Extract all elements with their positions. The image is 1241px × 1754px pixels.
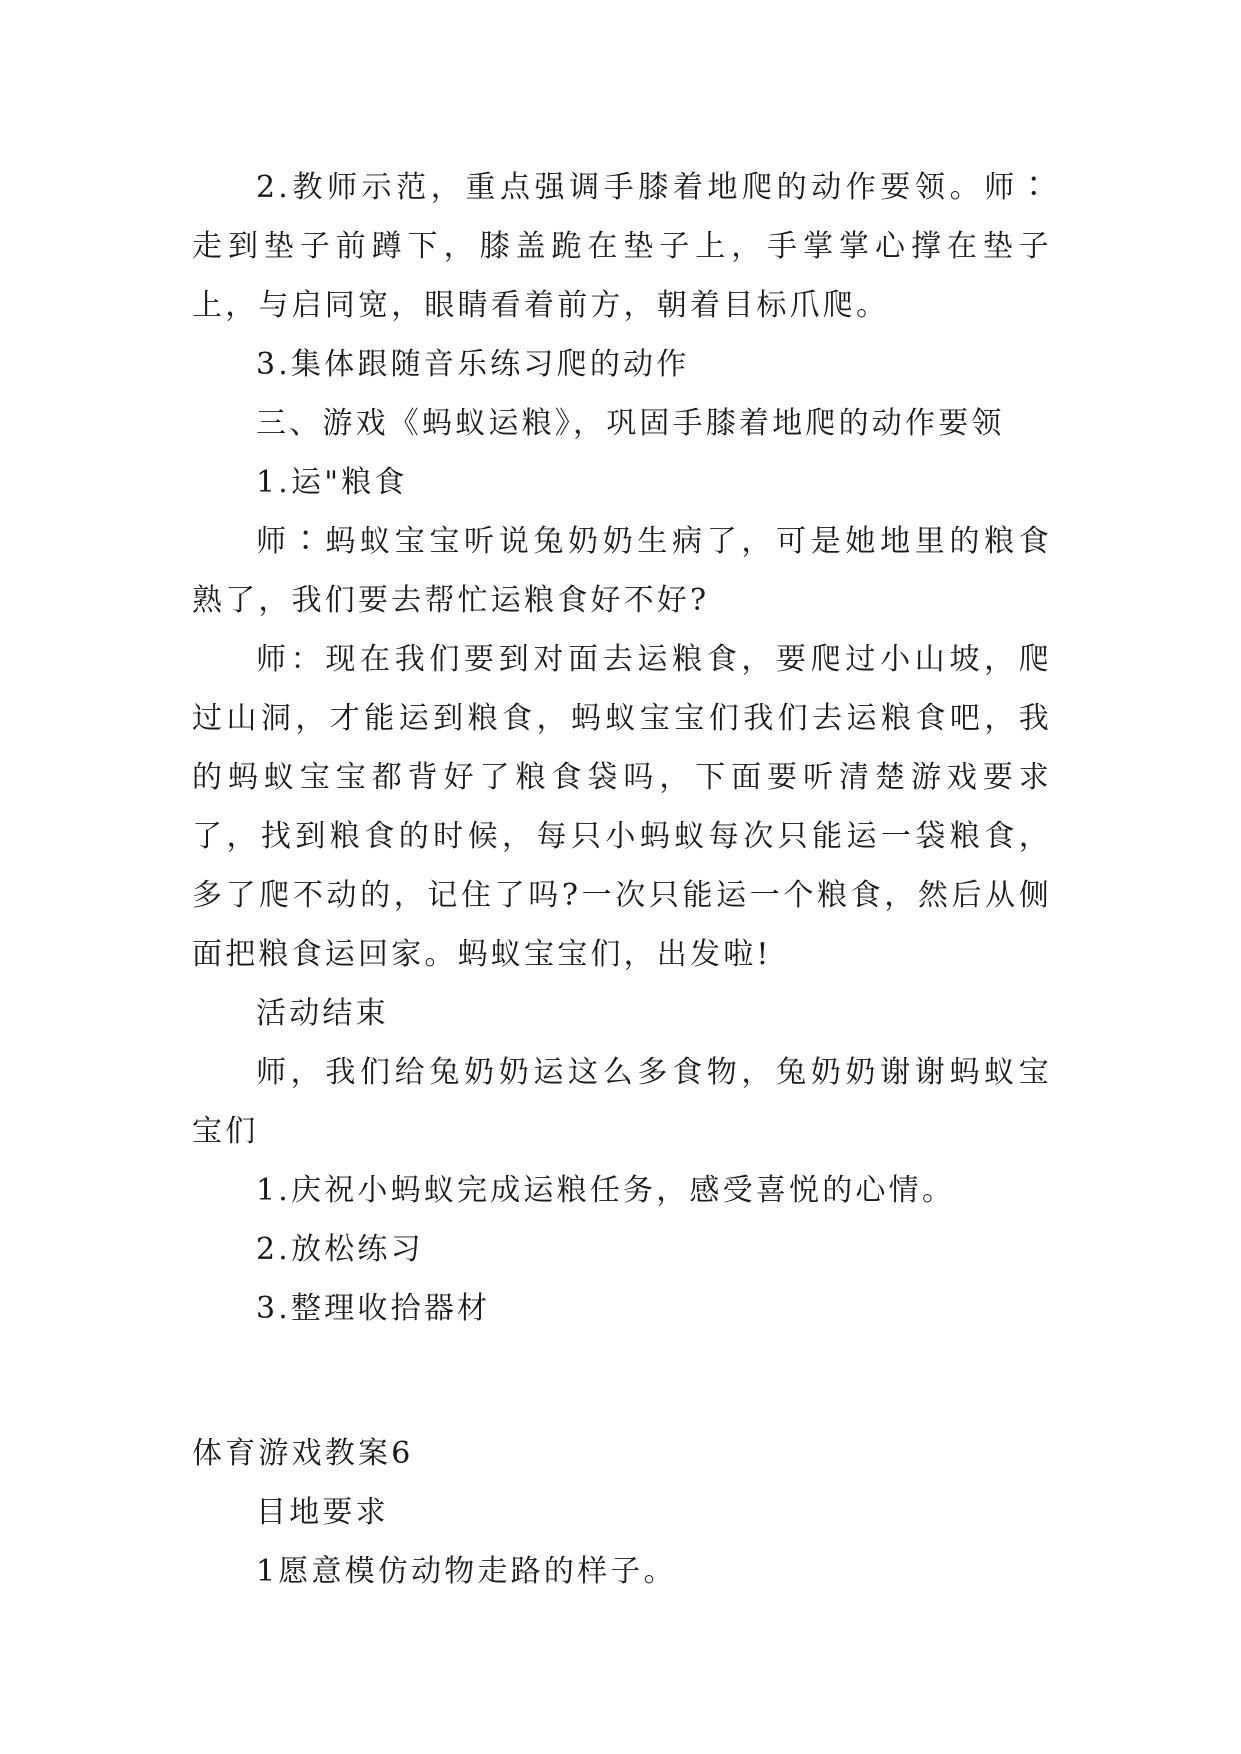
paragraph-thanks: 师，我们给兔奶奶运这么多食物，兔奶奶谢谢蚂蚁宝宝们: [192, 1055, 1052, 1149]
paragraph-teacher-story: 师∶蚂蚁宝宝听说兔奶奶生病了，可是她地里的粮食熟了，我们要去帮忙运粮食好不好?: [192, 524, 1052, 618]
paragraph-teacher-demo: 2.教师示范，重点强调手膝着地爬的动作要领。师∶走到垫子前蹲下，膝盖跪在垫子上，手掌掌心撑在垫子上，与启同宽，眼睛看着前方，朝着目标爪爬。: [192, 170, 1052, 323]
paragraph-carry-food: 1.运"粮食: [256, 465, 408, 500]
section-title: 体育游戏教案6: [192, 1436, 414, 1471]
paragraph-game-rules: 师：现在我们要到对面去运粮食，要爬过小山坡，爬过山洞，才能运到粮食，蚂蚁宝宝们我们去运粮食吧，我的蚂蚁宝宝都背好了粮食袋吗，下面要听清楚游戏要求了，找到粮食的时候，每只小蚂蚁每次只能运一袋粮食，多了爬不动的，记住了吗?一次只能运一个粮食，然后从侧面把粮食运回家。蚂蚁宝宝们，出发啦!: [192, 642, 1052, 972]
document-body: [192, 158, 1052, 1601]
paragraph-music-practice: 3.集体跟随音乐练习爬的动作: [256, 347, 690, 382]
paragraph-objective-1: 1愿意模仿动物走路的样子。: [256, 1554, 677, 1589]
section-gap: [192, 1338, 1052, 1424]
paragraph-celebrate: 1.庆祝小蚂蚁完成运粮任务，感受喜悦的心情。: [256, 1173, 956, 1208]
paragraph-objectives-heading: 目地要求: [256, 1495, 389, 1530]
paragraph-relax: 2.放松练习: [256, 1232, 424, 1267]
paragraph-cleanup: 3.整理收拾器材: [256, 1291, 491, 1326]
paragraph-activity-end: 活动结束: [256, 996, 389, 1031]
paragraph-game-heading: 三、游戏《蚂蚁运粮》，巩固手膝着地爬的动作要领: [256, 406, 1005, 441]
